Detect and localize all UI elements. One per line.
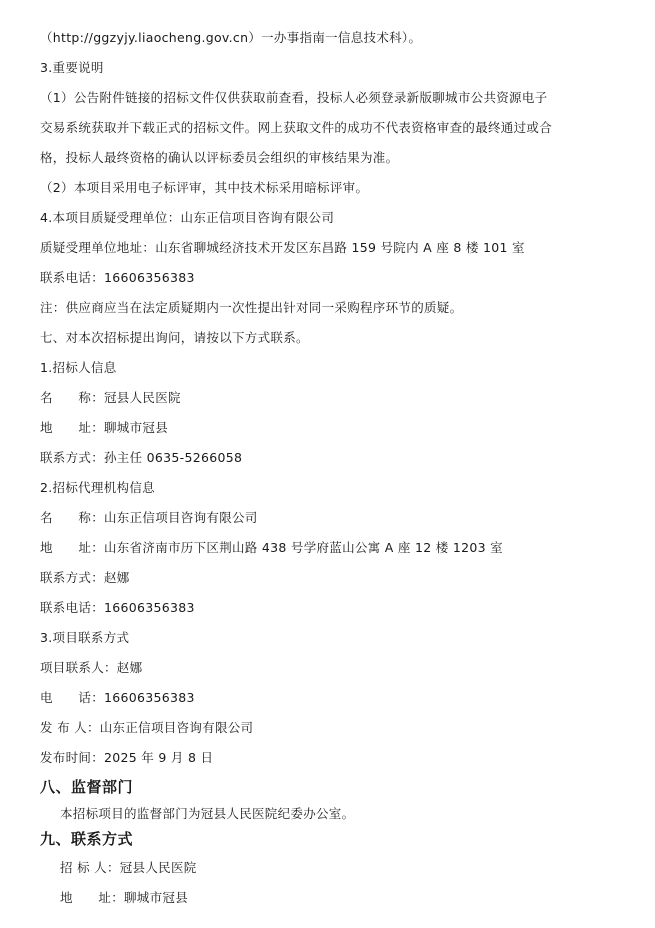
- text-line-project-contact-person: 项目联系人：赵娜: [40, 660, 143, 675]
- text-line-project-phone: 电 话：16606356383: [40, 690, 195, 705]
- text-line-query-phone: 联系电话：16606356383: [40, 270, 195, 285]
- text-line-project-contact-title: 3.项目联系方式: [40, 630, 130, 645]
- section9-tenderer: 招 标 人：冠县人民医院: [60, 860, 197, 875]
- text-line-agency-contact: 联系方式：赵娜: [40, 570, 130, 585]
- text-line-note1-part1: （1）公告附件链接的招标文件仅供获取前查看，投标人必须登录新版聊城市公共资源电子: [40, 90, 548, 105]
- text-line-agency-info-title: 2.招标代理机构信息: [40, 480, 155, 495]
- text-line-note1-part3: 格，投标人最终资格的确认以评标委员会组织的审核结果为准。: [40, 150, 399, 165]
- section8-heading: 八、监督部门: [40, 778, 134, 796]
- text-line-note1-part2: 交易系统获取并下载正式的招标文件。网上获取文件的成功不代表资格审查的最终通过或合: [40, 120, 553, 135]
- text-line-important-notes-title: 3.重要说明: [40, 60, 104, 75]
- text-line-tenderer-address: 地 址：聊城市冠县: [40, 420, 169, 435]
- text-line-tenderer-info-title: 1.招标人信息: [40, 360, 117, 375]
- text-line-query-address: 质疑受理单位地址：山东省聊城经济技术开发区东昌路 159 号院内 A 座 8 楼 101 室: [40, 240, 525, 255]
- text-line-section7-title: 七、对本次招标提出询问，请按以下方式联系。: [40, 330, 309, 345]
- text-line-url: （http://ggzyjy.liaocheng.gov.cn）一办事指南一信息技术科）。: [40, 30, 422, 45]
- section8-body: 本招标项目的监督部门为冠县人民医院纪委办公室。: [60, 806, 355, 821]
- text-line-tenderer-contact: 联系方式：孙主任 0635-5266058: [40, 450, 243, 465]
- text-line-notice: 注：供应商应当在法定质疑期内一次性提出针对同一采购程序环节的质疑。: [40, 300, 463, 315]
- text-line-agency-address: 地 址：山东省济南市历下区荆山路 438 号学府蓝山公寓 A 座 12 楼 1203 室: [40, 540, 503, 555]
- section9-heading: 九、联系方式: [40, 830, 134, 848]
- text-line-note2: （2）本项目采用电子标评审，其中技术标采用暗标评审。: [40, 180, 369, 195]
- text-line-publisher: 发 布 人：山东正信项目咨询有限公司: [40, 720, 254, 735]
- text-line-publish-date: 发布时间：2025 年 9 月 8 日: [40, 750, 214, 765]
- text-line-tenderer-name: 名 称：冠县人民医院: [40, 390, 181, 405]
- text-line-agency-name: 名 称：山东正信项目咨询有限公司: [40, 510, 258, 525]
- text-line-query-unit: 4.本项目质疑受理单位：山东正信项目咨询有限公司: [40, 210, 335, 225]
- text-line-agency-phone: 联系电话：16606356383: [40, 600, 195, 615]
- section9-address: 地 址：聊城市冠县: [60, 890, 189, 905]
